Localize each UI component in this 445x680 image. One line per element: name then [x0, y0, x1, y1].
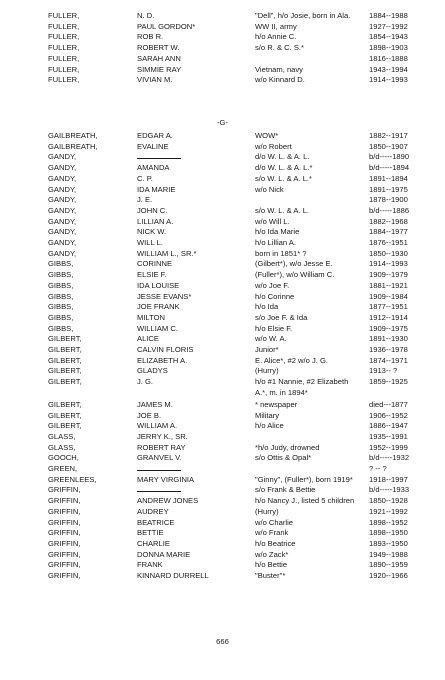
table-row: [0, 184, 445, 195]
given-name-cell: NICK W.: [137, 227, 167, 237]
note-cell: "Buster"*: [255, 571, 286, 580]
table-row: [0, 333, 445, 344]
table-row: [0, 301, 445, 312]
note-cell: d/o W. L. & A. L.: [255, 152, 310, 162]
given-name-cell: KINNARD DURRELL: [137, 571, 209, 580]
surname-cell: GANDY,: [48, 227, 77, 237]
given-name-cell: MILTON: [137, 312, 165, 322]
dates-cell: b/d-----1894: [369, 163, 410, 173]
dates-cell: 1918--1997: [369, 474, 408, 484]
given-name-cell: JOE FRANK: [137, 302, 180, 312]
surname-cell: FULLER,: [48, 64, 80, 74]
given-name-cell: JAMES M.: [137, 399, 173, 409]
note-cell: w/o Robert: [255, 141, 292, 151]
surname-cell: GILBERT,: [48, 345, 82, 354]
surname-cell: GANDY,: [48, 173, 77, 183]
note-cell: Junior*: [255, 345, 279, 354]
given-name-cell: WILLIAM L., SR.*: [137, 248, 197, 258]
given-name-cell: CHARLIE: [137, 538, 170, 548]
table-row: [0, 248, 445, 259]
dates-cell: b/d-----1890: [369, 152, 410, 162]
table-row: [0, 484, 445, 495]
table-row: [0, 226, 445, 237]
dates-cell: 1921--1992: [369, 506, 408, 516]
given-name-cell: J. E.: [137, 195, 153, 205]
given-name-cell: ALICE: [137, 334, 159, 344]
table-row: [0, 130, 445, 141]
surname-cell: GRIFFIN,: [48, 560, 81, 570]
dates-cell: 1886--1947: [369, 421, 408, 431]
given-name-cell: SARAH ANN: [137, 53, 181, 63]
dates-cell: 1912--1914: [369, 312, 408, 322]
surname-cell: GILBERT,: [48, 399, 82, 409]
given-name-cell: AMANDA: [137, 163, 170, 173]
table-row: [0, 258, 445, 269]
table-row: [0, 420, 445, 431]
note-cell: s/o Ottis & Opal*: [255, 453, 312, 463]
note-cell: h/o Beatrice: [255, 538, 296, 548]
dates-cell: 1850--1907: [369, 141, 408, 151]
surname-cell: GRIFFIN,: [48, 485, 81, 495]
given-name-cell: JOHN C.: [137, 205, 168, 215]
dates-cell: 1898--1950: [369, 528, 408, 538]
given-name-cell: IDA LOUISE: [137, 280, 180, 290]
note-cell: s/o Joe F. & Ida: [255, 312, 308, 322]
given-name-cell: ANDREW JONES: [137, 496, 199, 506]
table-row: [0, 527, 445, 538]
surname-cell: GRIFFIN,: [48, 538, 81, 548]
dates-cell: 1859--1925: [369, 377, 408, 387]
dates-cell: 1891--1975: [369, 184, 408, 194]
note-cell: h/o Ida Marie: [255, 227, 300, 237]
dates-cell: died---1877: [369, 399, 408, 409]
given-name-cell: ELIZABETH A.: [137, 355, 188, 365]
surname-cell: GANDY,: [48, 163, 77, 173]
table-row: [0, 269, 445, 280]
note-cell: s/o Frank & Bettie: [255, 485, 316, 495]
table-row: [0, 431, 445, 442]
table-row: [0, 21, 445, 32]
surname-cell: GOOCH,: [48, 453, 79, 463]
table-row: [0, 549, 445, 560]
given-name-cell: WILLIAM C.: [137, 323, 178, 333]
table-row: [0, 237, 445, 248]
table-row: [0, 64, 445, 75]
dates-cell: 1913-- ?: [369, 366, 398, 376]
given-name-cell: CALVIN FLORIS: [137, 345, 194, 354]
surname-cell: GRIFFIN,: [48, 517, 81, 527]
surname-cell: GRIFFIN,: [48, 506, 81, 516]
note-cell: w/o Joe F.: [255, 280, 290, 290]
dates-cell: 1949--1988: [369, 549, 408, 559]
given-name-blank-line: [137, 151, 181, 162]
table-row: [0, 365, 445, 376]
note-cell: *h/o Judy, drowned: [255, 442, 320, 452]
table-row: [0, 141, 445, 152]
given-name-cell: DONNA MARIE: [137, 549, 191, 559]
table-row: [0, 312, 445, 323]
surname-cell: GANDY,: [48, 152, 77, 162]
surname-cell: GIBBS,: [48, 280, 74, 290]
surname-cell: GILBERT,: [48, 421, 82, 431]
surname-cell: FULLER,: [48, 53, 80, 63]
surname-cell: FULLER,: [48, 75, 80, 85]
table-row: [0, 42, 445, 53]
note-cell: w/o Kinnard D.: [255, 75, 305, 85]
dates-cell: 1893--1950: [369, 538, 408, 548]
dates-cell: 1927--1992: [369, 21, 408, 31]
surname-cell: GANDY,: [48, 248, 77, 258]
dates-cell: 1909--1975: [369, 323, 408, 333]
note-cell: "Dell", h/o Josie, born in Ala.: [255, 11, 351, 20]
table-row: [0, 517, 445, 528]
given-name-cell: AUDREY: [137, 506, 169, 516]
surname-cell: FULLER,: [48, 21, 80, 31]
note-cell: h/o Nancy J., listed 5 children: [255, 496, 355, 506]
table-row: [0, 162, 445, 173]
surname-cell: GANDY,: [48, 205, 77, 215]
dates-cell: 1878--1900: [369, 195, 408, 205]
note-cell: w/o Zack*: [255, 549, 289, 559]
section-letter: -G-: [217, 118, 228, 127]
given-name-blank-line: [137, 484, 181, 495]
note-cell: born in 1851* ?: [255, 248, 307, 258]
table-row: [0, 570, 445, 581]
given-name-cell: PAUL GORDON*: [137, 21, 196, 31]
surname-cell: GILBERT,: [48, 377, 82, 387]
surname-cell: GREENLEES,: [48, 474, 97, 484]
table-row: [0, 559, 445, 570]
note-cell: (Hurry): [255, 366, 279, 376]
dates-cell: b/d-----1933: [369, 485, 410, 495]
given-name-cell: ELSIE F.: [137, 270, 167, 280]
given-name-cell: CORINNE: [137, 259, 173, 269]
given-name-cell: FRANK: [137, 560, 163, 570]
note-cell: h/o Annie C.: [255, 32, 297, 42]
surname-cell: GANDY,: [48, 184, 77, 194]
dates-cell: 1936--1978: [369, 345, 408, 354]
surname-cell: GIBBS,: [48, 259, 74, 269]
surname-cell: GAILBREATH,: [48, 131, 98, 140]
note-cell: E. Alice*, #2 w/o J. G.: [255, 355, 329, 365]
dates-cell: 1876--1951: [369, 238, 408, 247]
surname-cell: GAILBREATH,: [48, 141, 98, 151]
surname-cell: GIBBS,: [48, 323, 74, 333]
note-cell: (Fuller*), w/o William C.: [255, 270, 335, 280]
note-continuation: A.*, m. in 1894*: [255, 387, 308, 397]
dates-cell: 1884--1977: [369, 227, 408, 237]
surname-cell: GREEN,: [48, 464, 78, 473]
dates-cell: 1891--1894: [369, 173, 408, 183]
note-cell: Vietnam, navy: [255, 64, 303, 74]
note-cell: WOW*: [255, 131, 279, 140]
dates-cell: 1914--1993: [369, 259, 408, 269]
dates-cell: 1882--1968: [369, 216, 408, 226]
note-cell: s/o R. & C. S.*: [255, 43, 304, 53]
table-row: [0, 474, 445, 485]
given-name-cell: GRANVEL V.: [137, 453, 182, 463]
note-cell: h/o Ida: [255, 302, 279, 312]
note-cell: s/o W. L. & A. L.: [255, 205, 310, 215]
surname-cell: GIBBS,: [48, 270, 74, 280]
dates-cell: 1854--1943: [369, 32, 408, 42]
note-cell: d/o W. L. & A. L.*: [255, 163, 313, 173]
given-name-cell: N. D.: [137, 11, 155, 20]
table-row: [0, 538, 445, 549]
surname-cell: GIBBS,: [48, 312, 74, 322]
dates-cell: 1881--1921: [369, 280, 408, 290]
note-cell: "Ginny", (Fuller*), born 1919*: [255, 474, 353, 484]
dates-cell: 1952--1999: [369, 442, 408, 452]
dates-cell: ? -- ?: [369, 464, 387, 473]
table-row: [0, 151, 445, 162]
dates-cell: 1850--1930: [369, 248, 408, 258]
dates-cell: 1935--1991: [369, 431, 408, 441]
table-row: [0, 355, 445, 366]
table-row: [0, 53, 445, 64]
dates-cell: 1914--1993: [369, 75, 408, 85]
table-row: [0, 495, 445, 506]
note-cell: (Gilbert*), w/o Jesse E.: [255, 259, 333, 269]
dates-cell: b/d-----1932: [369, 453, 410, 463]
table-row: [0, 463, 445, 474]
surname-cell: GILBERT,: [48, 355, 82, 365]
surname-cell: GANDY,: [48, 238, 77, 247]
given-name-cell: GLADYS: [137, 366, 168, 376]
note-cell: h/o Lillian A.: [255, 238, 296, 247]
given-name-cell: WILL L.: [137, 238, 163, 247]
given-name-cell: EVALINE: [137, 141, 169, 151]
given-name-cell: J. G.: [137, 377, 154, 387]
dates-cell: 1890--1959: [369, 560, 408, 570]
surname-cell: FULLER,: [48, 43, 80, 53]
surname-cell: GRIFFIN,: [48, 571, 81, 580]
note-cell: WW II, army: [255, 21, 297, 31]
dates-cell: 1850--1928: [369, 496, 408, 506]
surname-cell: GILBERT,: [48, 334, 82, 344]
table-row: [0, 173, 445, 184]
note-cell: Military: [255, 410, 280, 420]
note-cell: * newspaper: [255, 399, 298, 409]
surname-cell: GRIFFIN,: [48, 496, 81, 506]
table-row: [0, 280, 445, 291]
given-name-cell: SIMMIE RAY: [137, 64, 182, 74]
dates-cell: 1898--1952: [369, 517, 408, 527]
surname-cell: GANDY,: [48, 195, 77, 205]
given-name-cell: WILLIAM A.: [137, 421, 178, 431]
given-name-cell: JERRY K., SR.: [137, 431, 188, 441]
table-row: [0, 74, 445, 85]
table-row: [0, 506, 445, 517]
table-row: [0, 376, 445, 387]
table-row: [0, 205, 445, 216]
dates-cell: 1906--1952: [369, 410, 408, 420]
note-cell: h/o Corinne: [255, 291, 295, 301]
surname-cell: FULLER,: [48, 11, 80, 20]
given-name-blank-line: [137, 463, 181, 474]
note-cell: h/o Elsie F.: [255, 323, 293, 333]
table-row: [0, 31, 445, 42]
table-row: [0, 410, 445, 421]
dates-cell: 1898--1903: [369, 43, 408, 53]
given-name-cell: MARY VIRGINIA: [137, 474, 195, 484]
note-cell: h/o #1 Nannie, #2 Elizabeth: [255, 377, 349, 387]
note-cell: w/o W. A.: [255, 334, 287, 344]
table-row: [0, 291, 445, 302]
note-cell: w/o Frank: [255, 528, 289, 538]
surname-cell: GILBERT,: [48, 366, 82, 376]
note-cell: w/o Will L.: [255, 216, 290, 226]
surname-cell: FULLER,: [48, 32, 80, 42]
given-name-cell: BEATRICE: [137, 517, 175, 527]
table-row: [0, 194, 445, 205]
dates-cell: b/d-----1886: [369, 205, 410, 215]
surname-cell: GRIFFIN,: [48, 549, 81, 559]
surname-cell: GLASS,: [48, 442, 76, 452]
note-cell: h/o Alice: [255, 421, 284, 431]
given-name-cell: C. P.: [137, 173, 153, 183]
note-cell: w/o Nick: [255, 184, 284, 194]
dates-cell: 1920--1966: [369, 571, 408, 580]
table-row: [0, 216, 445, 227]
page-number: 666: [216, 637, 229, 646]
given-name-cell: JESSE EVANS*: [137, 291, 192, 301]
table-row: [0, 442, 445, 453]
note-cell: w/o Charlie: [255, 517, 293, 527]
dates-cell: 1943--1994: [369, 64, 408, 74]
note-cell: s/o W. L. & A. L.*: [255, 173, 312, 183]
surname-cell: GLASS,: [48, 431, 76, 441]
dates-cell: 1877--1951: [369, 302, 408, 312]
surname-cell: GIBBS,: [48, 302, 74, 312]
note-cell: h/o Bettie: [255, 560, 288, 570]
table-row: [0, 10, 445, 21]
table-row: [0, 323, 445, 334]
dates-cell: 1882--1917: [369, 131, 408, 140]
given-name-cell: ROBERT RAY: [137, 442, 186, 452]
given-name-cell: JOE B.: [137, 410, 162, 420]
given-name-cell: IDA MARIE: [137, 184, 176, 194]
note-cell: (Hurry): [255, 506, 279, 516]
table-row: [0, 452, 445, 463]
given-name-cell: ROBERT W.: [137, 43, 180, 53]
dates-cell: 1884--1988: [369, 11, 408, 20]
surname-cell: GANDY,: [48, 216, 77, 226]
dates-cell: 1909--1979: [369, 270, 408, 280]
surname-cell: GILBERT,: [48, 410, 82, 420]
dates-cell: 1816--1888: [369, 53, 408, 63]
table-row: [0, 344, 445, 355]
surname-cell: GRIFFIN,: [48, 528, 81, 538]
dates-cell: 1891--1930: [369, 334, 408, 344]
table-row: [0, 399, 445, 410]
surname-cell: GIBBS,: [48, 291, 74, 301]
dates-cell: 1909--1984: [369, 291, 408, 301]
given-name-cell: VIVIAN M.: [137, 75, 173, 85]
given-name-cell: BETTIE: [137, 528, 164, 538]
given-name-cell: EDGAR A.: [137, 131, 173, 140]
given-name-cell: ROB R.: [137, 32, 164, 42]
dates-cell: 1874--1971: [369, 355, 408, 365]
given-name-cell: LILLIAN A.: [137, 216, 174, 226]
